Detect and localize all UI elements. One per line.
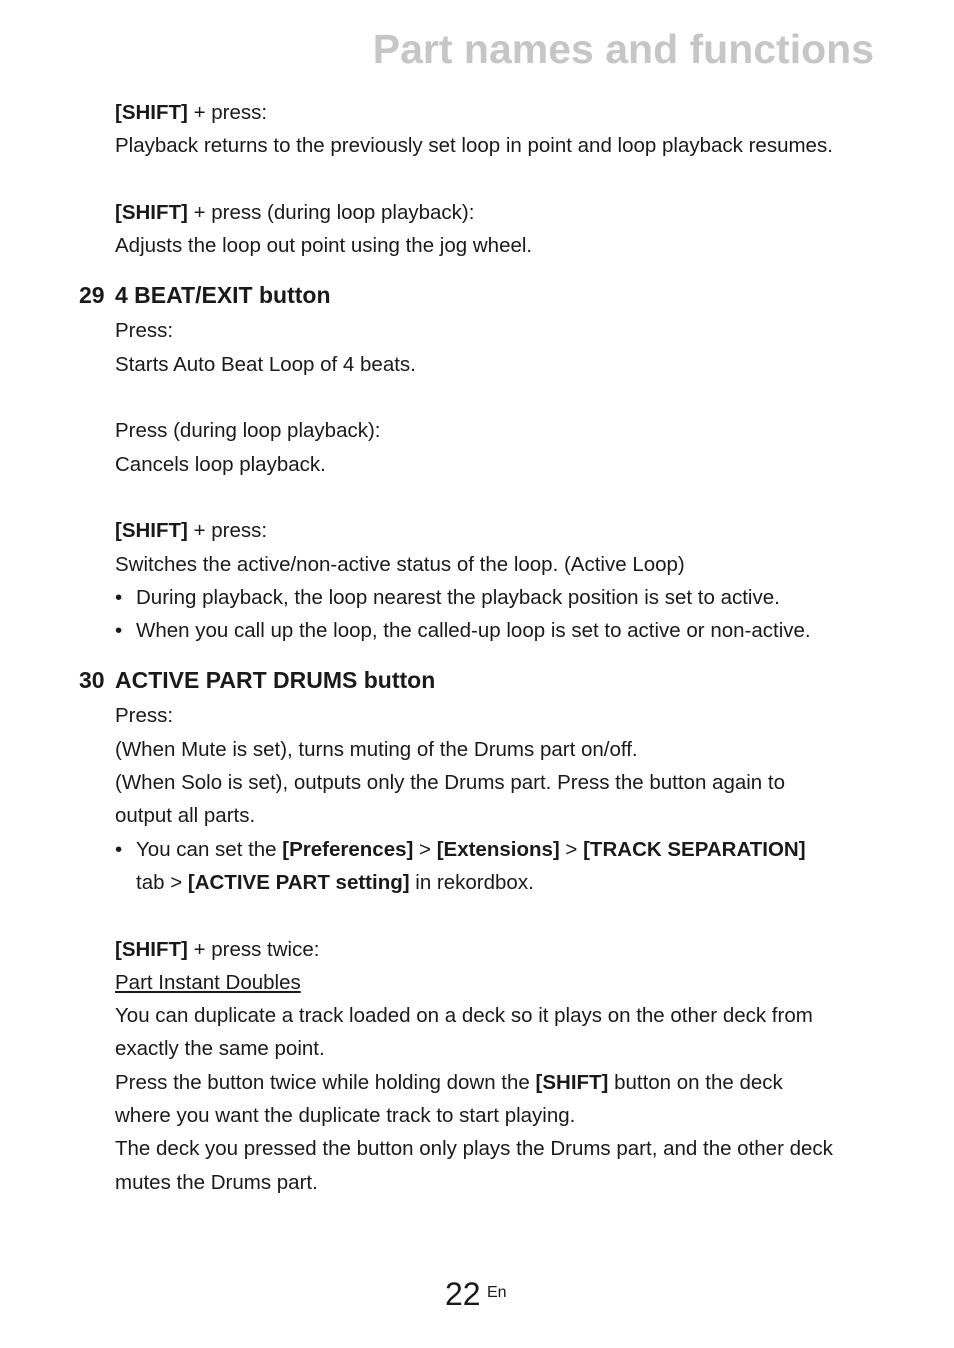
bullet-text: >: [413, 837, 437, 861]
section-number: 30: [79, 667, 105, 694]
bullet-item: [0, 833, 954, 866]
mute-description: (When Mute is set), turns muting of the Drums part on/off.: [115, 737, 638, 761]
bullet-text: You can set the: [136, 837, 283, 861]
bullet-text: During playback, the loop nearest the playback position is set to active.: [136, 585, 780, 609]
shift-press-label: [0, 96, 954, 129]
hold-text: Press the button twice while holding down the: [115, 1070, 536, 1094]
hold-description-line-1: [0, 1066, 954, 1099]
section-30-heading: [0, 667, 954, 693]
press-loop-description: Cancels loop playback.: [115, 452, 326, 476]
section-title: ACTIVE PART DRUMS button: [115, 667, 436, 694]
shift-press-text: + press:: [187, 519, 268, 543]
hold-description-line-2: where you want the duplicate track to start playing.: [115, 1104, 576, 1128]
instant-doubles-title: [0, 966, 954, 999]
bullet-text: tab >: [136, 870, 188, 894]
shift-key: [SHIFT]: [115, 937, 188, 961]
shift-key: [SHIFT]: [115, 200, 188, 224]
page-header-title: Part names and functions: [372, 26, 874, 72]
shift-loop-description: Adjusts the loop out point using the jog wheel.: [115, 234, 533, 258]
bullet-text: When you call up the loop, the called-up loop is set to active or non-active.: [136, 619, 811, 643]
press-label: Press:: [115, 319, 174, 343]
press-description: Starts Auto Beat Loop of 4 beats.: [115, 352, 416, 376]
solo-description-line-2: output all parts.: [115, 804, 256, 828]
press-label: Press:: [115, 704, 174, 728]
instant-doubles-text: Part Instant Doubles: [115, 970, 301, 994]
page-content: [0, 96, 954, 1199]
section-number: 29: [79, 282, 105, 309]
shift-key: [SHIFT]: [535, 1070, 609, 1094]
shift-press-text: + press twice:: [187, 937, 320, 961]
shift-press-twice-label: [0, 933, 954, 966]
bullet-continuation: [0, 866, 954, 899]
shift-press-label: [0, 514, 954, 547]
hold-text: button on the deck: [608, 1070, 783, 1094]
menu-path-extensions: [Extensions]: [436, 837, 560, 861]
solo-description-line-1: (When Solo is set), outputs only the Drums part. Press the button again to: [115, 771, 786, 795]
shift-press-text: + press:: [187, 101, 268, 124]
deck-description-line-1: The deck you pressed the button only plays the Drums part, and the other deck: [115, 1137, 833, 1161]
duplicate-description-line-2: exactly the same point.: [115, 1037, 325, 1061]
bullet-icon: •: [115, 619, 123, 643]
shift-press-description: Switches the active/non-active status of the loop. (Active Loop): [115, 552, 685, 576]
deck-description-line-2: mutes the Drums part.: [115, 1170, 318, 1194]
shift-press-description: Playback returns to the previously set loop in point and loop playback resumes.: [115, 134, 833, 158]
page-language: En: [487, 1284, 507, 1301]
section-29-heading: [0, 282, 954, 308]
bullet-text: >: [559, 837, 584, 861]
bullet-icon: •: [115, 585, 123, 609]
duplicate-description-line-1: You can duplicate a track loaded on a deck so it plays on the other deck from: [115, 1004, 813, 1028]
shift-loop-text: + press (during loop playback):: [187, 200, 475, 224]
page-number: 22: [445, 1276, 481, 1312]
press-loop-label: Press (during loop playback):: [115, 419, 381, 443]
menu-path-track-separation: [TRACK SEPARATION]: [583, 837, 806, 861]
bullet-item: [0, 614, 954, 647]
menu-path-active-part-setting: [ACTIVE PART setting]: [187, 870, 410, 894]
shift-key: [SHIFT]: [115, 101, 188, 124]
bullet-icon: •: [115, 837, 123, 861]
bullet-item: [0, 581, 954, 614]
menu-path-preferences: [Preferences]: [282, 837, 414, 861]
shift-key: [SHIFT]: [115, 519, 188, 543]
section-title: 4 BEAT/EXIT button: [115, 282, 331, 309]
shift-loop-label: [0, 196, 954, 229]
bullet-text: in rekordbox.: [409, 870, 534, 894]
